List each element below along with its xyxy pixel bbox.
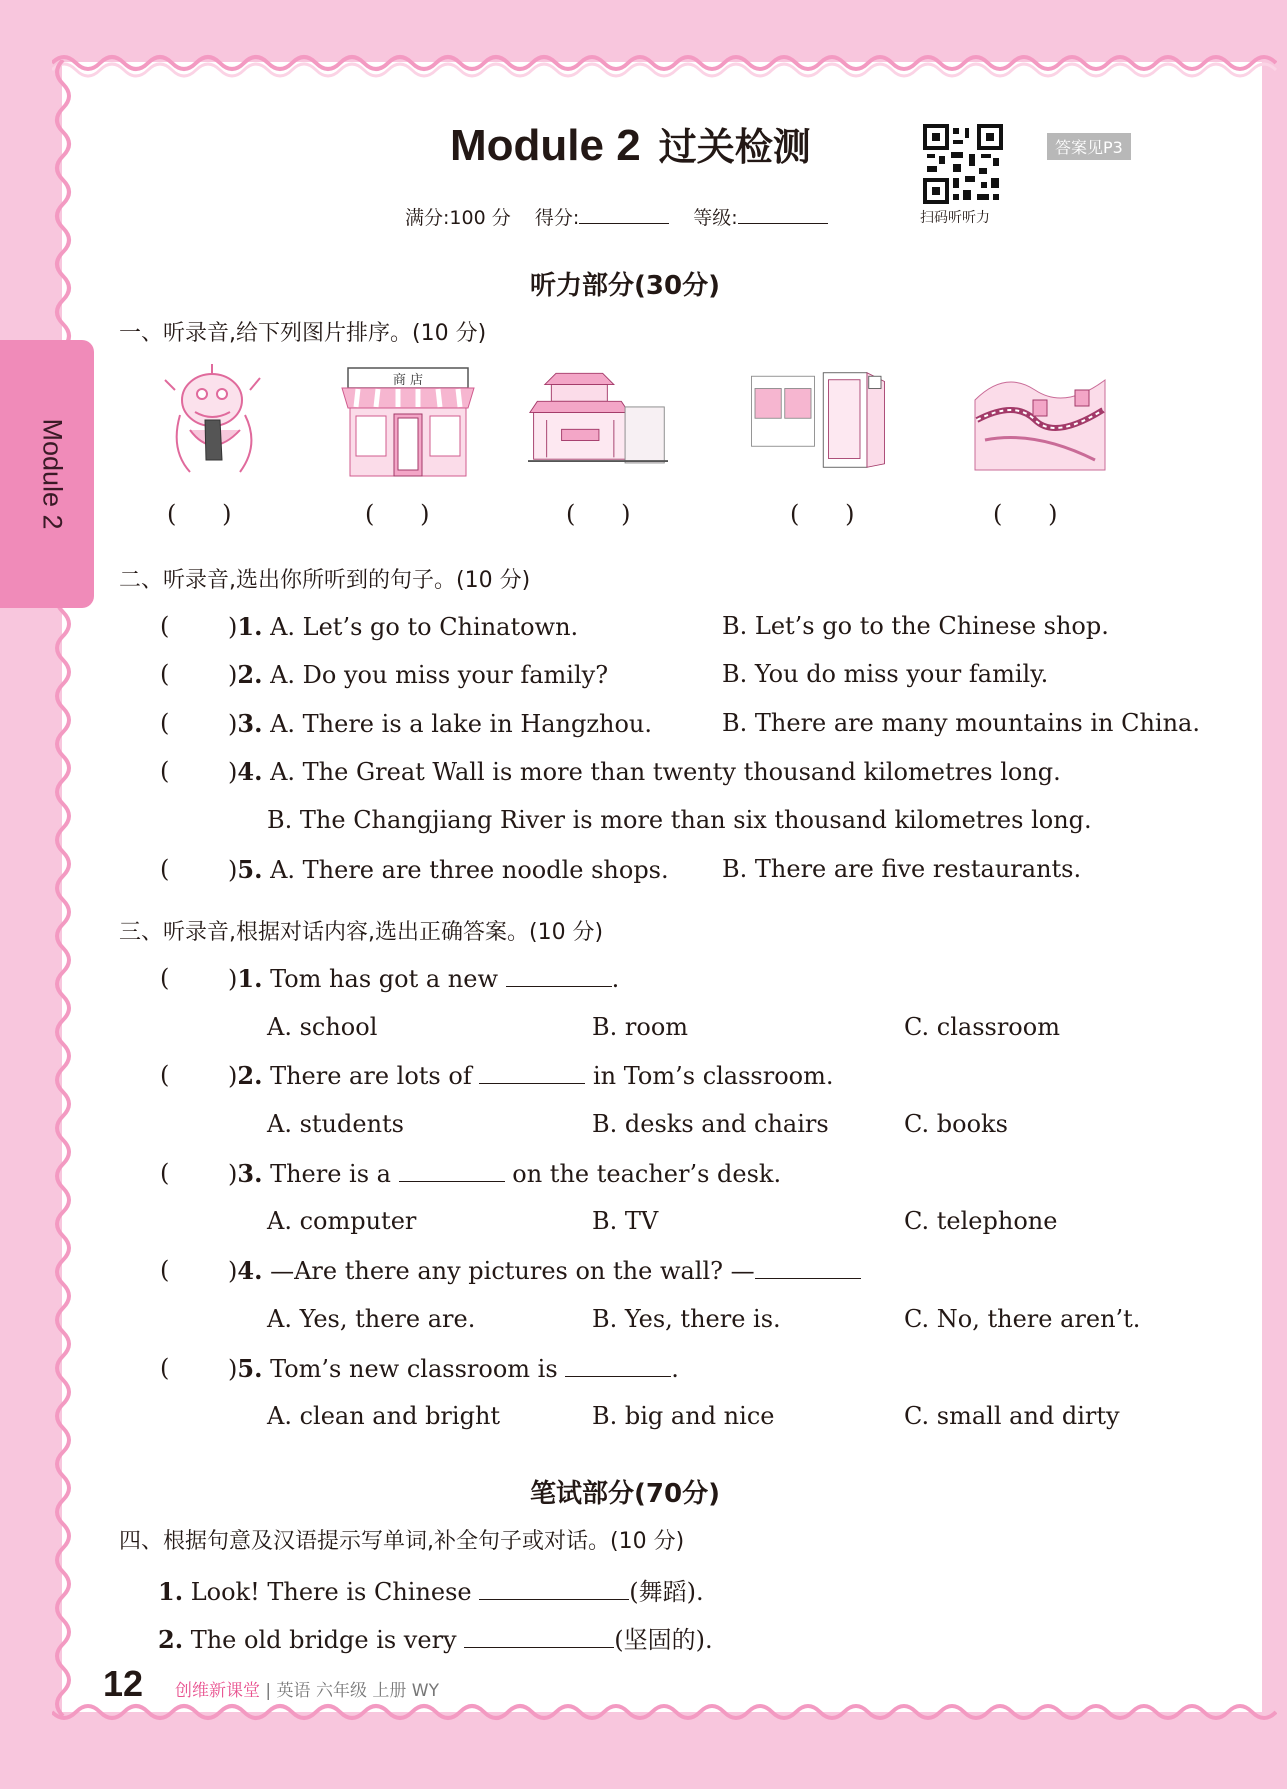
title-cn: 过关检测	[658, 125, 811, 169]
wavy-border-left	[48, 60, 78, 1720]
question-item: )4. —Are there any pictures on the wall? —	[228, 1256, 861, 1285]
answer-bracket-open[interactable]: (	[160, 855, 170, 883]
grade-blank[interactable]	[738, 205, 828, 224]
option-b: B. desks and chairs	[592, 1110, 829, 1138]
qr-label: 扫码听听力	[920, 210, 990, 226]
answer-bracket-open[interactable]: (	[160, 1256, 170, 1284]
question-item: )5. Tom’s new classroom is .	[228, 1354, 679, 1383]
option-a: A. computer	[267, 1207, 417, 1235]
side-tab-label: Module 2	[37, 418, 68, 530]
door-room-picture	[748, 360, 888, 480]
great-wall-picture	[970, 360, 1110, 480]
question-item: )2. There are lots of in Tom’s classroom.	[228, 1061, 834, 1090]
option-c: C. telephone	[904, 1207, 1058, 1235]
qr-code-icon[interactable]	[923, 124, 1003, 204]
option-b: B. There are five restaurants.	[722, 855, 1082, 883]
score-line	[405, 203, 852, 230]
option-a: A. school	[267, 1013, 378, 1041]
fill-blank[interactable]	[464, 1627, 614, 1648]
answer-bracket-open[interactable]: (	[160, 660, 170, 688]
picture-answer-bracket[interactable]: ( )	[790, 500, 855, 528]
option-b: B. Let’s go to the Chinese shop.	[722, 612, 1109, 640]
page-paper	[62, 62, 1262, 1712]
option-b: B. There are many mountains in China.	[722, 709, 1200, 737]
answer-bracket-open[interactable]: (	[160, 1061, 170, 1089]
option-a: A. clean and bright	[267, 1402, 501, 1430]
part1-heading: 一、听录音,给下列图片排序。(10 分)	[119, 321, 487, 346]
option-b: B. room	[592, 1013, 689, 1041]
chinatown-building-picture	[528, 360, 668, 480]
footer-book-info: 英语 六年级 上册 WY	[276, 1681, 439, 1701]
picture-answer-bracket[interactable]: ( )	[566, 500, 631, 528]
question-item: )4. A. The Great Wall is more than twenty thousand kilometres long.	[228, 757, 1061, 786]
option-b: B. Yes, there is.	[592, 1305, 781, 1333]
question-item: )5. A. There are three noodle shops.	[228, 855, 669, 884]
picture-answer-bracket[interactable]: ( )	[365, 500, 430, 528]
fill-blank[interactable]	[479, 1579, 629, 1600]
option-a: A. Yes, there are.	[267, 1305, 476, 1333]
picture-answer-bracket[interactable]: ( )	[167, 500, 232, 528]
option-b: B. big and nice	[592, 1402, 775, 1430]
shop-picture	[338, 360, 478, 480]
fill-blank[interactable]	[755, 1258, 861, 1279]
shop-sign: 商 店	[392, 373, 424, 388]
grade-label: 等级:	[693, 207, 738, 229]
option-c: C. books	[904, 1110, 1008, 1138]
footer-brand: 创维新课堂	[175, 1681, 260, 1701]
score-blank[interactable]	[579, 205, 669, 224]
option-c: C. No, there aren’t.	[904, 1305, 1141, 1333]
writing-item: 2. The old bridge is very (坚固的).	[158, 1625, 713, 1654]
answer-reference-badge: 答案见P3	[1047, 133, 1131, 160]
question-item: )1. A. Let’s go to Chinatown.	[228, 612, 579, 641]
fill-blank[interactable]	[565, 1356, 671, 1377]
option-b: B. TV	[592, 1207, 659, 1235]
writing-heading: 笔试部分(70分)	[530, 1479, 720, 1509]
picture-answer-bracket[interactable]: ( )	[993, 500, 1058, 528]
answer-bracket-open[interactable]: (	[160, 964, 170, 992]
writing-item: 1. Look! There is Chinese (舞蹈).	[158, 1577, 704, 1606]
lion-dance-picture	[150, 360, 290, 480]
wavy-border-top	[52, 48, 1277, 78]
fill-blank[interactable]	[399, 1161, 505, 1182]
footer-info: 创维新课堂 | 英语 六年级 上册 WY	[175, 1681, 439, 1701]
fill-blank[interactable]	[479, 1063, 585, 1084]
question-item: )2. A. Do you miss your family?	[228, 660, 609, 689]
option-b: B. You do miss your family.	[722, 660, 1049, 688]
answer-bracket-open[interactable]: (	[160, 612, 170, 640]
listening-heading: 听力部分(30分)	[530, 271, 720, 301]
option-c: C. small and dirty	[904, 1402, 1120, 1430]
title-en: Module 2	[450, 121, 641, 170]
option-c: C. classroom	[904, 1013, 1060, 1041]
part3-heading: 三、听录音,根据对话内容,选出正确答案。(10 分)	[119, 920, 604, 945]
wavy-border-bottom	[52, 1700, 1277, 1730]
question-item: )3. A. There is a lake in Hangzhou.	[228, 709, 653, 738]
answer-bracket-open[interactable]: (	[160, 1354, 170, 1382]
question-item: )3. There is a on the teacher’s desk.	[228, 1159, 782, 1188]
answer-bracket-open[interactable]: (	[160, 757, 170, 785]
option-b: B. The Changjiang River is more than six thousand kilometres long.	[267, 806, 1092, 834]
score-label: 得分:	[534, 207, 580, 229]
module-side-tab	[0, 340, 94, 608]
answer-bracket-open[interactable]: (	[160, 1159, 170, 1187]
question-item: )1. Tom has got a new .	[228, 964, 620, 993]
part4-heading: 四、根据句意及汉语提示写单词,补全句子或对话。(10 分)	[119, 1529, 685, 1554]
answer-bracket-open[interactable]: (	[160, 709, 170, 737]
fill-blank[interactable]	[506, 966, 612, 987]
page-title	[450, 116, 811, 171]
full-score: 满分:100 分	[405, 207, 511, 229]
option-a: A. students	[267, 1110, 404, 1138]
page-number: 12	[103, 1663, 144, 1704]
part2-heading: 二、听录音,选出你所听到的句子。(10 分)	[119, 568, 531, 593]
